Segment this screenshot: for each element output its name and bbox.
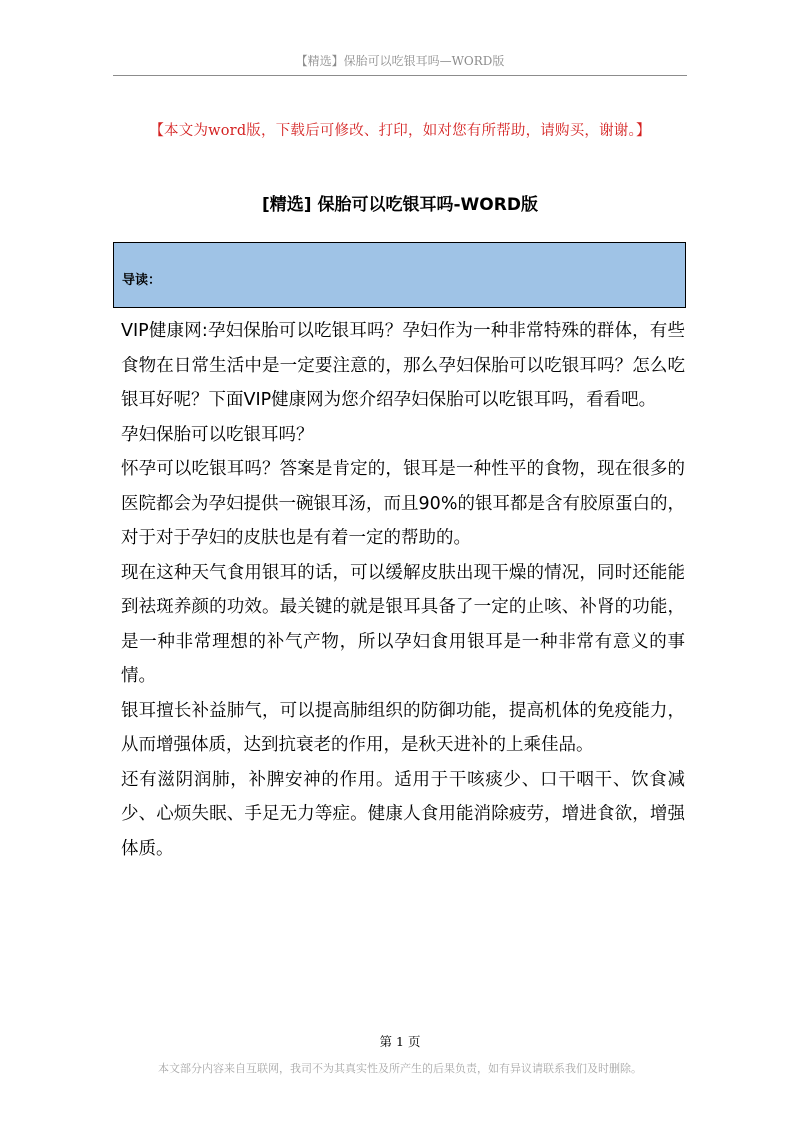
paragraph-benefits-general: 还有滋阴润肺，补脾安神的作用。适用于干咳痰少、口干咽干、饮食减少、心烦失眠、手足无力等症。健康人食用能消除疲劳，增进食欲，增强体质。 [121, 769, 685, 859]
document-body [121, 314, 685, 866]
paragraph-benefits-skin: 现在这种天气食用银耳的话，可以缓解皮肤出现干燥的情况，同时还能能到祛斑养颜的功效。最关键的就是银耳具备了一定的止咳、补肾的功能，是一种非常理想的补气产物，所以孕妇食用银耳是一种非常有意义的事情。 [121, 562, 685, 686]
page-number: 第 1 页 [379, 1034, 421, 1049]
guide-box [113, 242, 686, 308]
page-header: 【精选】保胎可以吃银耳吗—WORD版 [295, 54, 505, 68]
paragraph-benefits-lung: 银耳擅长补益肺气，可以提高肺组织的防御功能，提高机体的免疫能力，从而增强体质，达到抗衰老的作用，是秋天进补的上乘佳品。 [121, 700, 685, 755]
document-title: [精选] 保胎可以吃银耳吗-WORD版 [262, 195, 538, 215]
paragraph-intro: VIP健康网:孕妇保胎可以吃银耳吗？孕妇作为一种非常特殊的群体，有些食物在日常生活中是一定要注意的，那么孕妇保胎可以吃银耳吗？怎么吃银耳好呢？下面VIP健康网为您介绍孕妇保胎可以吃银耳吗，看看吧。 [121, 321, 685, 410]
header-divider [113, 75, 687, 76]
download-notice: 【本文为word版，下载后可修改、打印，如对您有所帮助，请购买，谢谢。】 [149, 123, 651, 139]
guide-label: 导读： [122, 273, 162, 288]
paragraph-question: 孕妇保胎可以吃银耳吗？ [121, 424, 314, 445]
paragraph-answer: 怀孕可以吃银耳吗？答案是肯定的，银耳是一种性平的食物，现在很多的医院都会为孕妇提供一碗银耳汤，而且90%的银耳都是含有胶原蛋白的，对于对于孕妇的皮肤也是有着一定的帮助的。 [121, 459, 685, 548]
footer-disclaimer: 本文部分内容来自互联网，我司不为其真实性及所产生的后果负责，如有异议请联系我们及时删除。 [158, 1062, 642, 1075]
